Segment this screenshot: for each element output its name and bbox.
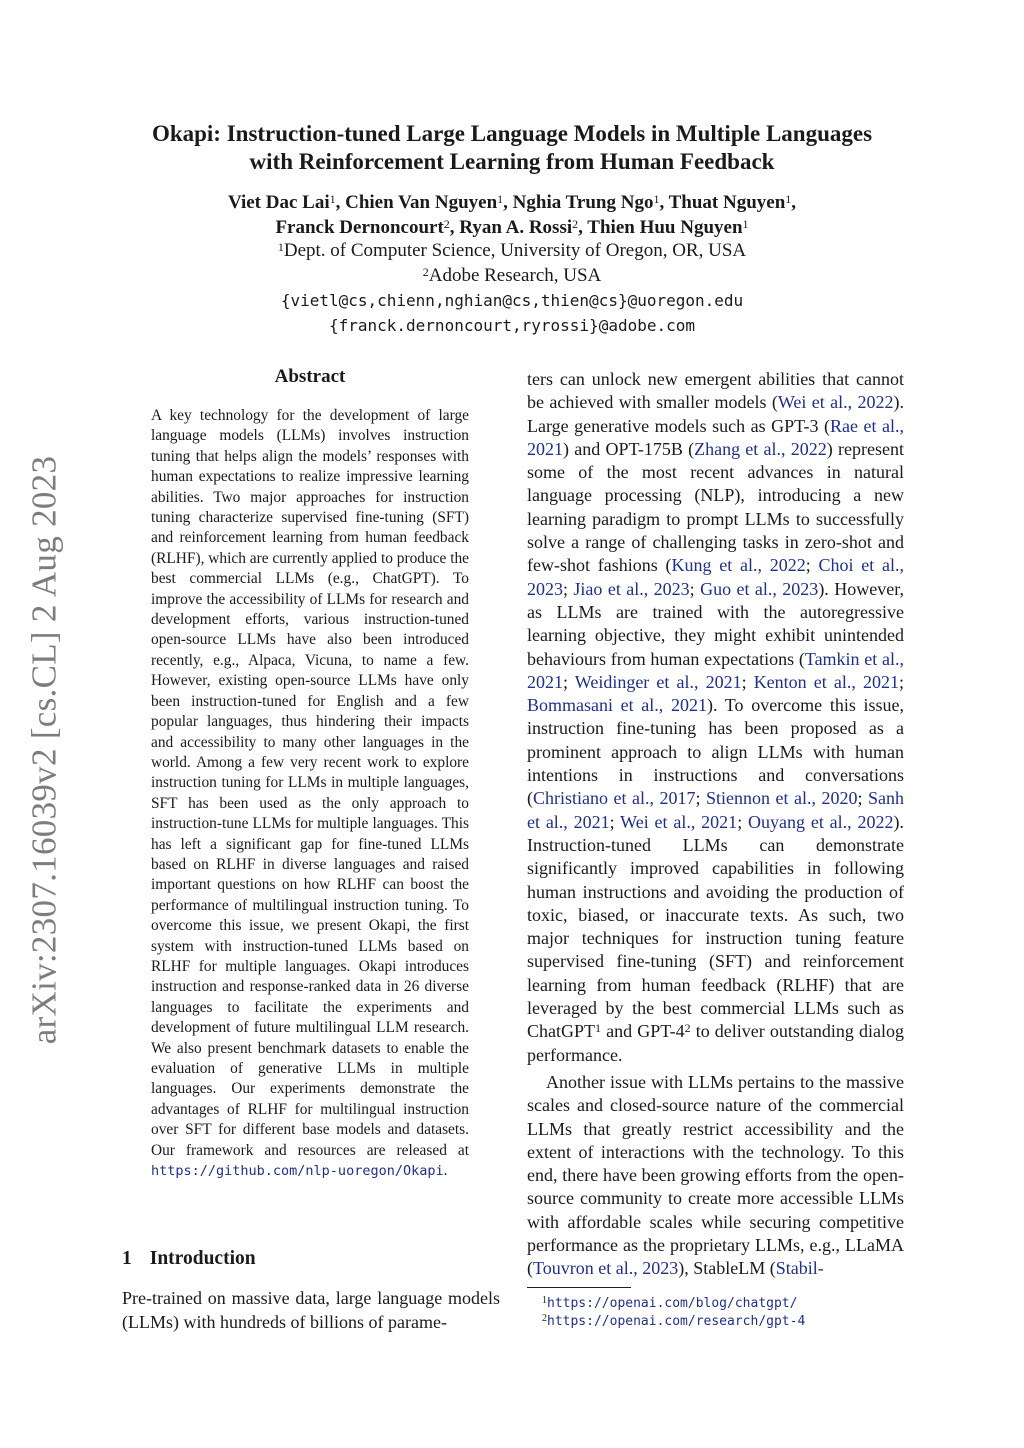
- abstract-body: [151, 406, 469, 1181]
- footnote-link[interactable]: https://openai.com/research/gpt-4: [547, 1314, 806, 1329]
- citation-link[interactable]: Choi et al., 2023: [527, 555, 904, 599]
- paragraph-text: ;: [737, 811, 749, 832]
- paragraph-text: ;: [563, 578, 574, 599]
- paragraph-text: ters can unlock new emergent abilities that cannot be achieved with smaller models (: [527, 369, 904, 413]
- emails: [100, 288, 924, 338]
- citation-link[interactable]: Guo et al., 2023: [700, 578, 819, 599]
- intro-paragraph-2: [527, 1071, 904, 1281]
- author: , Chien Van Nguyen: [335, 192, 498, 213]
- author: Viet Dac Lai: [227, 192, 330, 213]
- paragraph-text: ). To overcome this issue, instruction fine-tuning has been proposed as a prominent approach to align LLMs with human intentions in instructions and conversations (: [527, 695, 904, 809]
- affil-sup: 2: [422, 265, 429, 279]
- github-link[interactable]: https://github.com/nlp-uoregon/Okapi: [151, 1163, 444, 1180]
- affil-sup: 1: [277, 240, 284, 254]
- affiliation-2: [100, 263, 924, 288]
- right-column: [527, 368, 904, 1281]
- citation-link[interactable]: Bommasani et al., 2021: [527, 695, 707, 716]
- abstract-heading: Abstract: [274, 366, 346, 387]
- footnote-1: [542, 1294, 805, 1312]
- affil-text: Dept. of Computer Science, University of Oregon, OR, USA: [283, 240, 747, 261]
- paragraph-text: ;: [898, 671, 904, 692]
- citation-link[interactable]: Zhang et al., 2022: [694, 438, 827, 459]
- citation-link[interactable]: Christiano et al., 2017: [533, 788, 696, 809]
- paper-title: [100, 120, 924, 176]
- paragraph-text: ) and OPT-175B (: [563, 438, 695, 459]
- citation-link[interactable]: Wei et al., 2021: [620, 811, 738, 832]
- paragraph-text: ;: [857, 788, 868, 809]
- author-line-1: [100, 190, 924, 215]
- author-separator: ,: [791, 192, 797, 213]
- footnote-mark: 1: [542, 1295, 547, 1306]
- arxiv-stamp: [22, 455, 66, 1045]
- citation-link[interactable]: Kenton et al., 2021: [753, 671, 899, 692]
- author-affil-sup: 1: [742, 217, 749, 231]
- footnote-rule: [527, 1287, 631, 1288]
- footnote-ref[interactable]: 1: [595, 1021, 602, 1036]
- author-affil-sup: 1: [785, 192, 792, 206]
- paragraph-text: Another issue with LLMs pertains to the massive scales and closed-source nature of the commercial LLMs that greatly restrict accessibility and the extent of interactions with the technology. To this end, there have been growing efforts from the open-source community to create more accessible LLMs with affordable scales while securing competitive performance as the proprietary LLMs, e.g., LLaMA (: [527, 1071, 904, 1279]
- title-line-2: with Reinforcement Learning from Human Feedback: [249, 149, 775, 174]
- citation-link[interactable]: Stiennon et al., 2020: [706, 788, 858, 809]
- paragraph-text: ) represent some of the most recent advances in natural language processing (NLP), introducing a new learning paradigm to prompt LLMs to successfully solve a range of challenging tasks in zero-shot and few-shot fashions (: [527, 438, 904, 576]
- arxiv-stamp-text: arXiv:2307.16039v2 [cs.CL] 2 Aug 2023: [24, 455, 63, 1045]
- author-affil-sup: 2: [572, 217, 579, 231]
- citation-link[interactable]: Rae et al., 2021: [527, 415, 905, 459]
- paragraph-text: ), StableLM (: [678, 1258, 776, 1279]
- author-list: [100, 190, 924, 240]
- citation-link[interactable]: Wei et al., 2022: [777, 392, 894, 413]
- paragraph-text: ;: [563, 671, 575, 692]
- citation-link[interactable]: Jiao et al., 2023: [573, 578, 690, 599]
- paragraph-text: to deliver outstanding dialog performance.: [527, 1021, 904, 1065]
- author: , Nghia Trung Ngo: [503, 192, 654, 213]
- paragraph-text: ;: [805, 555, 819, 576]
- footnote-link[interactable]: https://openai.com/blog/chatgpt/: [547, 1296, 798, 1311]
- footnote-mark: 2: [542, 1313, 547, 1324]
- citation-link[interactable]: Stabil-: [775, 1258, 824, 1279]
- paragraph-text: and GPT-4: [601, 1021, 685, 1042]
- citation-link[interactable]: Ouyang et al., 2022: [748, 811, 894, 832]
- citation-link[interactable]: Weidinger et al., 2021: [574, 671, 742, 692]
- email-line-1[interactable]: {vietl@cs,chienn,nghian@cs,thien@cs}@uoregon.edu: [280, 291, 744, 310]
- author-affil-sup: 1: [653, 192, 660, 206]
- paragraph-text: ;: [741, 671, 754, 692]
- abstract-tail: .: [443, 1162, 448, 1180]
- section-heading: [122, 1248, 256, 1270]
- abstract-text: A key technology for the development of large language models (LLMs) involves instruction tuning that helps align the models’ responses with human expectations to realize impressive learning abilities. Two major approaches for instruction tuning characterize supervised fine-tuning (SFT) and reinforcement learning from human feedback (RLHF), which are currently applied to produce the best commercial LLMs (e.g., ChatGPT). To improve the accessibility of LLMs for research and development efforts, various instruction-tuned open-source LLMs have also been introduced recently, e.g., Alpaca, Vicuna, to name a few. However, existing open-source LLMs have only been instruction-tuned for English and a few popular languages, thus hindering their impacts and accessibility to many other languages in the world. Among a few very recent work to explore instruction tuning for LLMs in multiple languages, SFT has been used as the only approach to instruction-tune LLMs for multiple languages. This has left a significant gap for fine-tuned LLMs based on RLHF in diverse languages and raised important questions on how RLHF can boost the performance of multilingual instruction tuning. To overcome this issue, we present Okapi, the first system with instruction-tuned LLMs based on RLHF for multiple languages. Okapi introduces instruction and response-ranked data in 26 diverse languages to facilitate the experiments and development of future multilingual LLM research. We also present benchmark datasets to enable the evaluation of generative LLMs in multiple languages. Our experiments demonstrate the advantages of RLHF for multilingual instruction over SFT for different base models and datasets. Our framework and resources are released at: [151, 407, 469, 1159]
- paragraph-text: ;: [689, 578, 701, 599]
- author: Franck Dernoncourt: [275, 217, 444, 238]
- paragraph-text: ). Instruction-tuned LLMs can demonstrate significantly improved capabilities in following human instructions and avoiding the production of toxic, biased, or inaccurate texts. As such, two major techniques for instruction tuning feature supervised fine-tuning (SFT) and reinforcement learning from human feedback (RLHF) that are leveraged by the best commercial LLMs such as ChatGPT: [527, 811, 904, 1042]
- title-line-1: Okapi: Instruction-tuned Large Language Models in Multiple Languages: [151, 121, 873, 146]
- author-affil-sup: 1: [329, 192, 336, 206]
- section-title: Introduction: [149, 1248, 256, 1269]
- citation-link[interactable]: Tamkin et al., 2021: [527, 648, 904, 692]
- paragraph-text: ;: [609, 811, 621, 832]
- footnotes: [542, 1294, 805, 1330]
- paragraph-text: ;: [695, 788, 706, 809]
- intro-paragraph-1: [527, 368, 904, 1067]
- footnote-2: [542, 1312, 805, 1330]
- affiliations: [100, 238, 924, 288]
- footnote-ref[interactable]: 2: [684, 1021, 691, 1036]
- affil-text: Adobe Research, USA: [428, 265, 602, 286]
- affiliation-1: [100, 238, 924, 263]
- citation-link[interactable]: Sanh et al., 2021: [527, 788, 904, 832]
- paragraph-text: ). However, as LLMs are trained with the autoregressive learning objective, they might exhibit unintended behaviours from human expectations (: [527, 578, 904, 669]
- paragraph-text: ). Large generative models such as GPT-3 (: [527, 392, 904, 436]
- author: , Thuat Nguyen: [659, 192, 786, 213]
- intro-left-paragraph: Pre-trained on massive data, large language models (LLMs) with hundreds of billions of parame-: [122, 1288, 500, 1332]
- citation-link[interactable]: Kung et al., 2022: [671, 555, 806, 576]
- email-line-2[interactable]: {franck.dernoncourt,ryrossi}@adobe.com: [328, 316, 696, 335]
- author-affil-sup: 2: [443, 217, 450, 231]
- section-number: 1: [122, 1248, 132, 1269]
- author-line-2: [100, 215, 924, 240]
- citation-link[interactable]: Touvron et al., 2023: [533, 1258, 679, 1279]
- author-affil-sup: 1: [497, 192, 504, 206]
- author: , Thien Huu Nguyen: [578, 217, 743, 238]
- author: , Ryan A. Rossi: [449, 217, 573, 238]
